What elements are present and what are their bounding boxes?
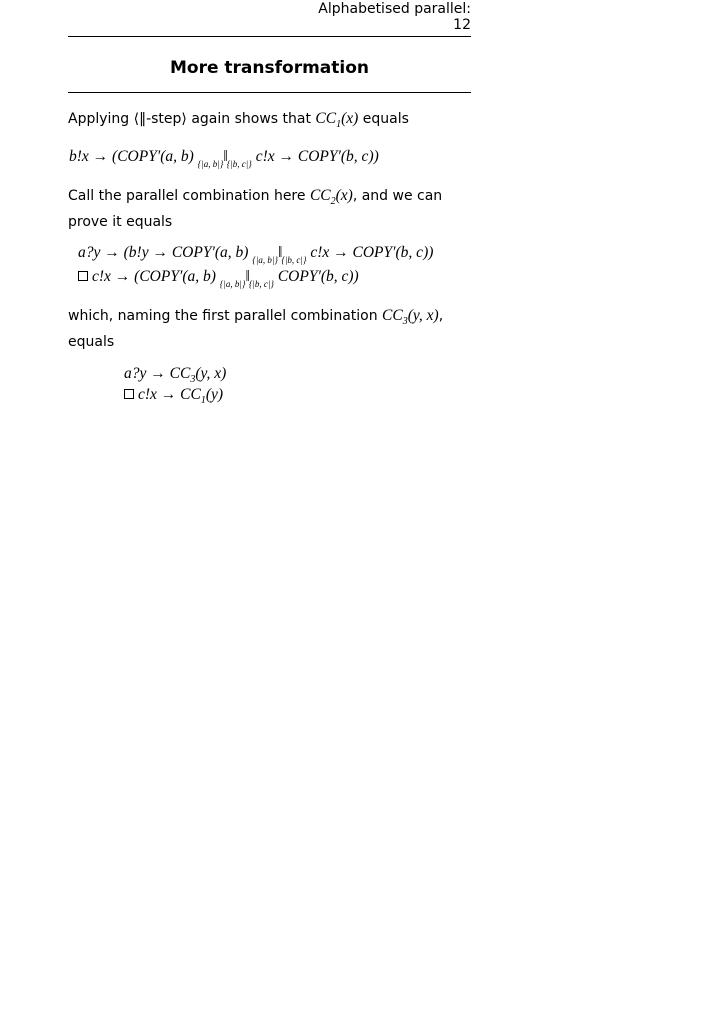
equation-1-alpha-right: {|b, c|} — [226, 159, 252, 169]
parallel-operator: ‖ — [245, 268, 249, 285]
bottom-rule — [68, 92, 471, 93]
equation-1-lead: b!x → (COPY′(a, b) — [69, 148, 198, 165]
cc2-x: $CC_2(x)$ — [309, 187, 353, 207]
equation-2-line-1 — [78, 244, 433, 265]
paragraph-1 — [68, 109, 478, 135]
equation-1-alpha-left: {|a, b|} — [197, 159, 224, 169]
paragraph-3 — [68, 306, 478, 352]
paragraph-1-prefix: Applying ⟨‖-step⟩ again shows that — [68, 111, 316, 127]
external-choice-box-icon — [124, 389, 134, 399]
paragraph-2 — [68, 186, 478, 232]
equation-3a-subscript: 3 — [190, 374, 196, 385]
section-title: More transformation — [169, 58, 369, 78]
equation-1-tail: c!x → COPY′(b, c)) — [251, 148, 379, 165]
equation-2b-lead: c!x → (COPY′(a, b) — [92, 268, 220, 285]
equation-3b-subscript: 1 — [200, 395, 206, 406]
cc1-x: $CC_1(x)$ — [315, 110, 359, 130]
equation-3b-tail: (y) — [205, 386, 224, 403]
equation-3a-tail: (y, x) — [195, 365, 227, 382]
parallel-operator: ‖ — [277, 244, 282, 261]
paragraph-2-prefix: Call the parallel combination here — [68, 188, 310, 204]
equation-3-line-2 — [124, 386, 223, 406]
equation-2a-lead: a?y → (b!y → COPY′(a, b) — [78, 244, 253, 261]
parallel-operator: ‖ — [223, 148, 227, 165]
paragraph-2-suffix: , and we can prove it equals — [68, 188, 443, 230]
equation-1 — [69, 148, 379, 169]
equation-2b-tail: COPY′(b, c)) — [273, 268, 359, 285]
external-choice-box-icon — [78, 271, 88, 281]
cc3-yx: $CC_3(y$, x) — [382, 307, 439, 327]
paragraph-3-prefix: which, naming the first parallel combination — [68, 308, 383, 324]
running-head: Alphabetised parallel: 12 — [318, 1, 471, 33]
equation-3a-lead: a?y → CC — [124, 365, 191, 382]
equation-2a-tail: c!x → COPY′(b, c)) — [306, 244, 434, 261]
equation-2-line-2 — [78, 268, 359, 289]
paragraph-3-suffix: , equals — [68, 308, 444, 350]
paragraph-1-suffix: equals — [358, 111, 409, 127]
equation-3-line-1 — [124, 365, 226, 385]
top-rule — [68, 36, 471, 37]
equation-2a-alpha-left: {|a, b|} — [252, 255, 278, 265]
equation-2b-alpha-left: {|a, b|} — [219, 279, 246, 289]
equation-2a-alpha-right: {|b, c|} — [281, 255, 307, 265]
equation-3b-lead: c!x → CC — [138, 386, 201, 403]
equation-2b-alpha-right: {|b, c|} — [248, 279, 274, 289]
